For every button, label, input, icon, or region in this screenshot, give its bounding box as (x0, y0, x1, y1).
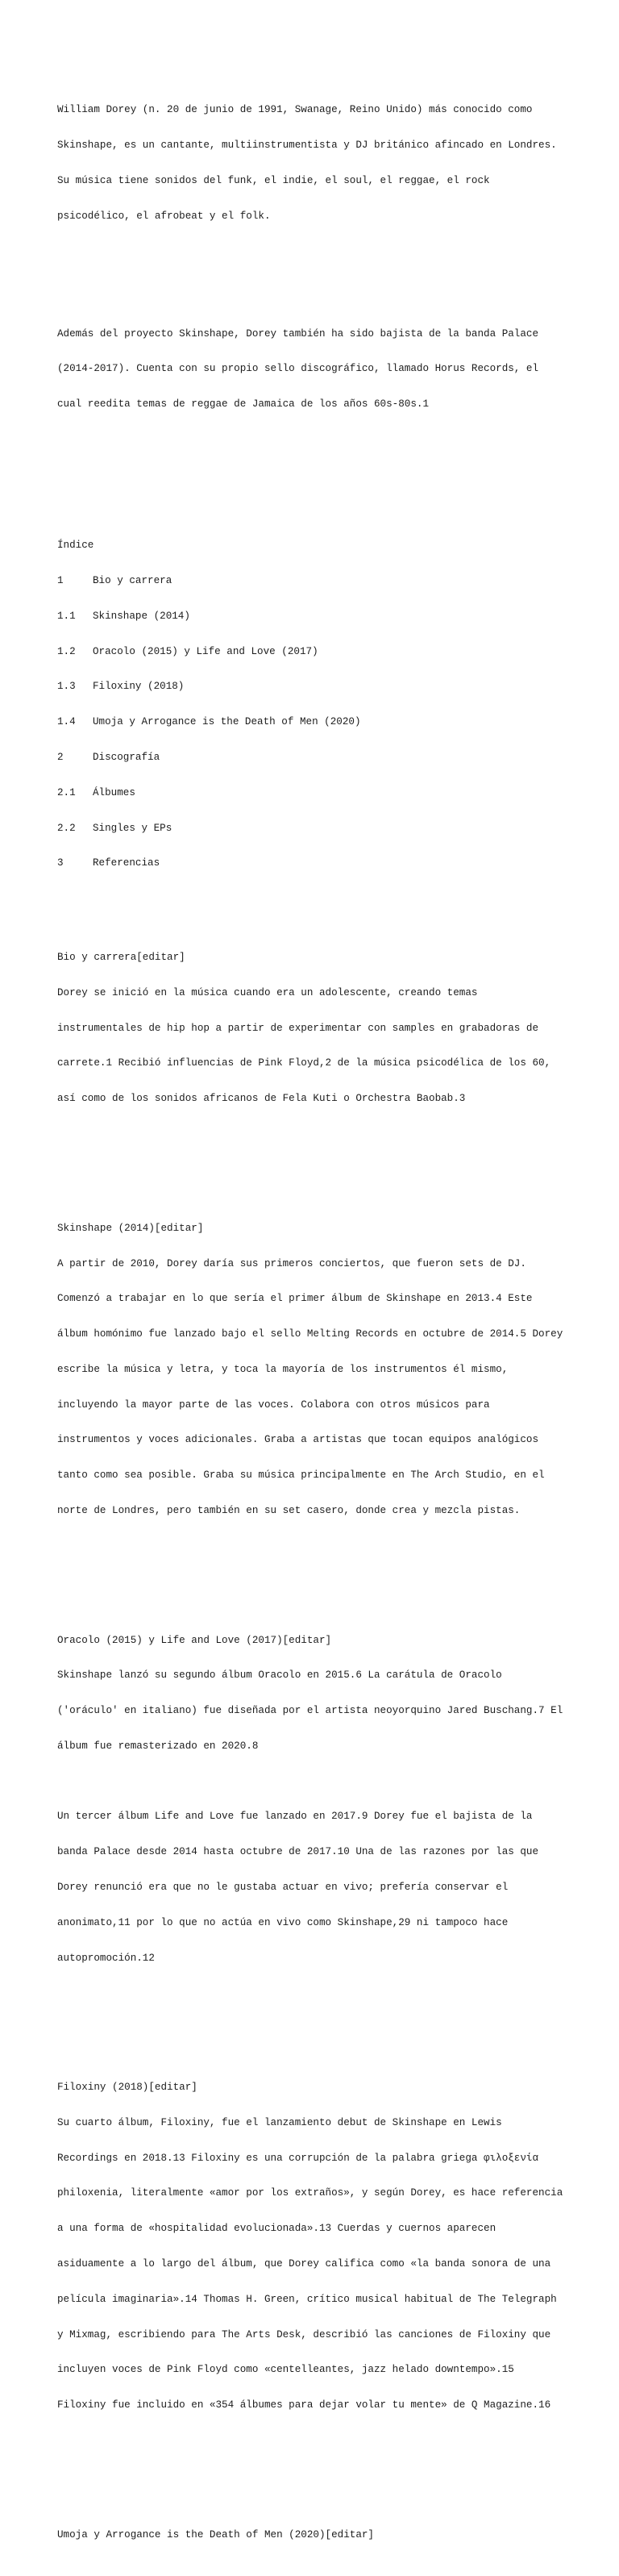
spacer (57, 2458, 573, 2470)
text-line: ('oráculo' en italiano) fue diseñada por el artista neoyorquino Jared Buschang.7 El (57, 1705, 563, 1717)
text-line: incluyen voces de Pink Floyd como «centelleantes, jazz helado downtempo».15 (57, 2364, 514, 2376)
text-line: cual reedita temas de reggae de Jamaica de los años 60s-80s.1 (57, 398, 430, 411)
document-body (57, 57, 573, 2576)
spacer (57, 1776, 573, 1788)
spacer (57, 1564, 573, 1576)
toc-title: Índice (57, 540, 94, 552)
toc-number: 3 (57, 857, 64, 869)
text-line: escribe la música y letra, y toca la mayoría de los instrumentos él mismo, (57, 1363, 509, 1375)
spacer (57, 457, 573, 481)
text-line: carrete.1 Recibió influencias de Pink Floyd,2 de la música psicodélica de los 60, (57, 1057, 551, 1069)
spacer (57, 2011, 573, 2024)
table-of-contents (57, 516, 573, 893)
text-line: tanto como sea posible. Graba su música principalmente en The Arch Studio, en el (57, 1469, 545, 1482)
toc-item-umoja[interactable] (57, 716, 573, 728)
section-heading: Skinshape (2014)[editar] (57, 1222, 204, 1234)
toc-number: 2.1 (57, 786, 76, 798)
text-line: psicodélico, el afrobeat y el folk. (57, 210, 271, 222)
text-line: instrumentales de hip hop a partir de experimentar con samples en grabadoras de (57, 1022, 539, 1034)
text-line: película imaginaria».14 Thomas H. Green, crítico musical habitual de The Telegraph (57, 2293, 557, 2305)
toc-number: 2 (57, 752, 64, 764)
section-umoja (57, 2506, 573, 2565)
text-line: A partir de 2010, Dorey daría sus primeros conciertos, que fueron sets de DJ. (57, 1257, 526, 1269)
text-line: Comenzó a trabajar en lo que sería el primer álbum de Skinshape en 2013.4 Este (57, 1293, 533, 1305)
text-line: anonimato,11 por lo que no actúa en vivo como Skinshape,29 ni tampoco hace (57, 1916, 509, 1928)
text-line: así como de los sonidos africanos de Fela Kuti o Orchestra Baobab.3 (57, 1093, 466, 1105)
toc-number: 1.2 (57, 645, 76, 657)
text-line: instrumentos y voces adicionales. Graba a artistas que tocan equipos analógicos (57, 1434, 539, 1446)
text-line: autopromoción.12 (57, 1952, 155, 1964)
text-line: álbum homónimo fue lanzado bajo el sello Melting Records en octubre de 2014.5 Dorey (57, 1328, 563, 1340)
toc-label: Filoxiny (2018) (93, 681, 185, 693)
toc-label: Referencias (93, 857, 160, 869)
text-line: Dorey renunció era que no le gustaba actuar en vivo; prefería conservar el (57, 1882, 509, 1894)
section-bio (57, 928, 573, 1128)
toc-label: Álbumes (93, 786, 135, 798)
toc-number: 2.2 (57, 822, 76, 834)
section-oracolo (57, 1611, 573, 1987)
text-line: Además del proyecto Skinshape, Dorey también ha sido bajista de la banda Palace (57, 327, 539, 340)
text-line: norte de Londres, pero también en su set casero, donde crea y mezcla pistas. (57, 1505, 521, 1517)
text-line: Un tercer álbum Life and Love fue lanzado en 2017.9 Dorey fue el bajista de la (57, 1811, 533, 1823)
toc-item-singles[interactable] (57, 823, 573, 835)
toc-item-skinshape[interactable] (57, 611, 573, 623)
text-line: (2014-2017). Cuenta con su propio sello discográfico, llamado Horus Records, el (57, 363, 539, 375)
text-line: Skinshape, es un cantante, multiinstrumentista y DJ británico afincado en Londres. (57, 140, 557, 152)
toc-item-referencias[interactable] (57, 857, 573, 869)
toc-number: 1.4 (57, 716, 76, 728)
toc-label: Skinshape (2014) (93, 610, 190, 622)
toc-number: 1 (57, 575, 64, 587)
toc-number: 1.1 (57, 610, 76, 622)
text-line: Su música tiene sonidos del funk, el indie, el soul, el reggae, el rock (57, 174, 490, 186)
text-line: incluyendo la mayor parte de las voces. Colabora con otros músicos para (57, 1398, 490, 1411)
toc-label: Singles y EPs (93, 822, 172, 834)
text-line: asiduamente a lo largo del álbum, que Dorey califica como «la banda sonora de una (57, 2258, 551, 2270)
toc-label: Oracolo (2015) y Life and Love (2017) (93, 645, 318, 657)
text-line: Recordings en 2018.13 Filoxiny es una corrupción de la palabra griega φιλοξενία (57, 2152, 539, 2164)
toc-item-bio[interactable] (57, 575, 573, 587)
section-heading: Bio y carrera[editar] (57, 952, 185, 964)
intro-paragraph-1 (57, 81, 573, 245)
text-line: y Mixmag, escribiendo para The Arts Desk, describió las canciones de Filoxiny que (57, 2328, 551, 2340)
section-heading: Oracolo (2015) y Life and Love (2017)[editar] (57, 1634, 332, 1646)
text-line: William Dorey (n. 20 de junio de 1991, Swanage, Reino Unido) más conocido como (57, 104, 533, 116)
toc-item-discografia[interactable] (57, 752, 573, 764)
toc-item-albumes[interactable] (57, 787, 573, 799)
section-heading: Filoxiny (2018)[editar] (57, 2082, 197, 2094)
toc-label: Discografía (93, 752, 160, 764)
toc-item-oracolo[interactable] (57, 646, 573, 658)
text-line: Skinshape lanzó su segundo álbum Oracolo en 2015.6 La carátula de Oracolo (57, 1669, 502, 1682)
text-line: banda Palace desde 2014 hasta octubre de 2017.10 Una de las razones por las que (57, 1846, 539, 1858)
text-line: Dorey se inició en la música cuando era un adolescente, creando temas (57, 986, 478, 998)
section-skinshape (57, 1199, 573, 1540)
toc-number: 1.3 (57, 681, 76, 693)
section-heading: Umoja y Arrogance is the Death of Men (2020)[editar] (57, 2528, 374, 2541)
spacer (57, 269, 573, 281)
toc-item-filoxiny[interactable] (57, 681, 573, 693)
text-line: philoxenia, literalmente «amor por los extraños», y según Dorey, es hace referencia (57, 2187, 563, 2199)
toc-label: Bio y carrera (93, 575, 172, 587)
intro-paragraph-2 (57, 304, 573, 434)
text-line: álbum fue remasterizado en 2020.8 (57, 1740, 259, 1752)
toc-label: Umoja y Arrogance is the Death of Men (2020) (93, 716, 361, 728)
text-line: Filoxiny fue incluido en «354 álbumes para dejar volar tu mente» de Q Magazine.16 (57, 2399, 551, 2411)
section-filoxiny (57, 2058, 573, 2435)
spacer (57, 1152, 573, 1164)
text-line: a una forma de «hospitalidad evolucionada».13 Cuerdas y cuernos aparecen (57, 2223, 496, 2235)
text-line: Su cuarto álbum, Filoxiny, fue el lanzamiento debut de Skinshape en Lewis (57, 2116, 502, 2128)
